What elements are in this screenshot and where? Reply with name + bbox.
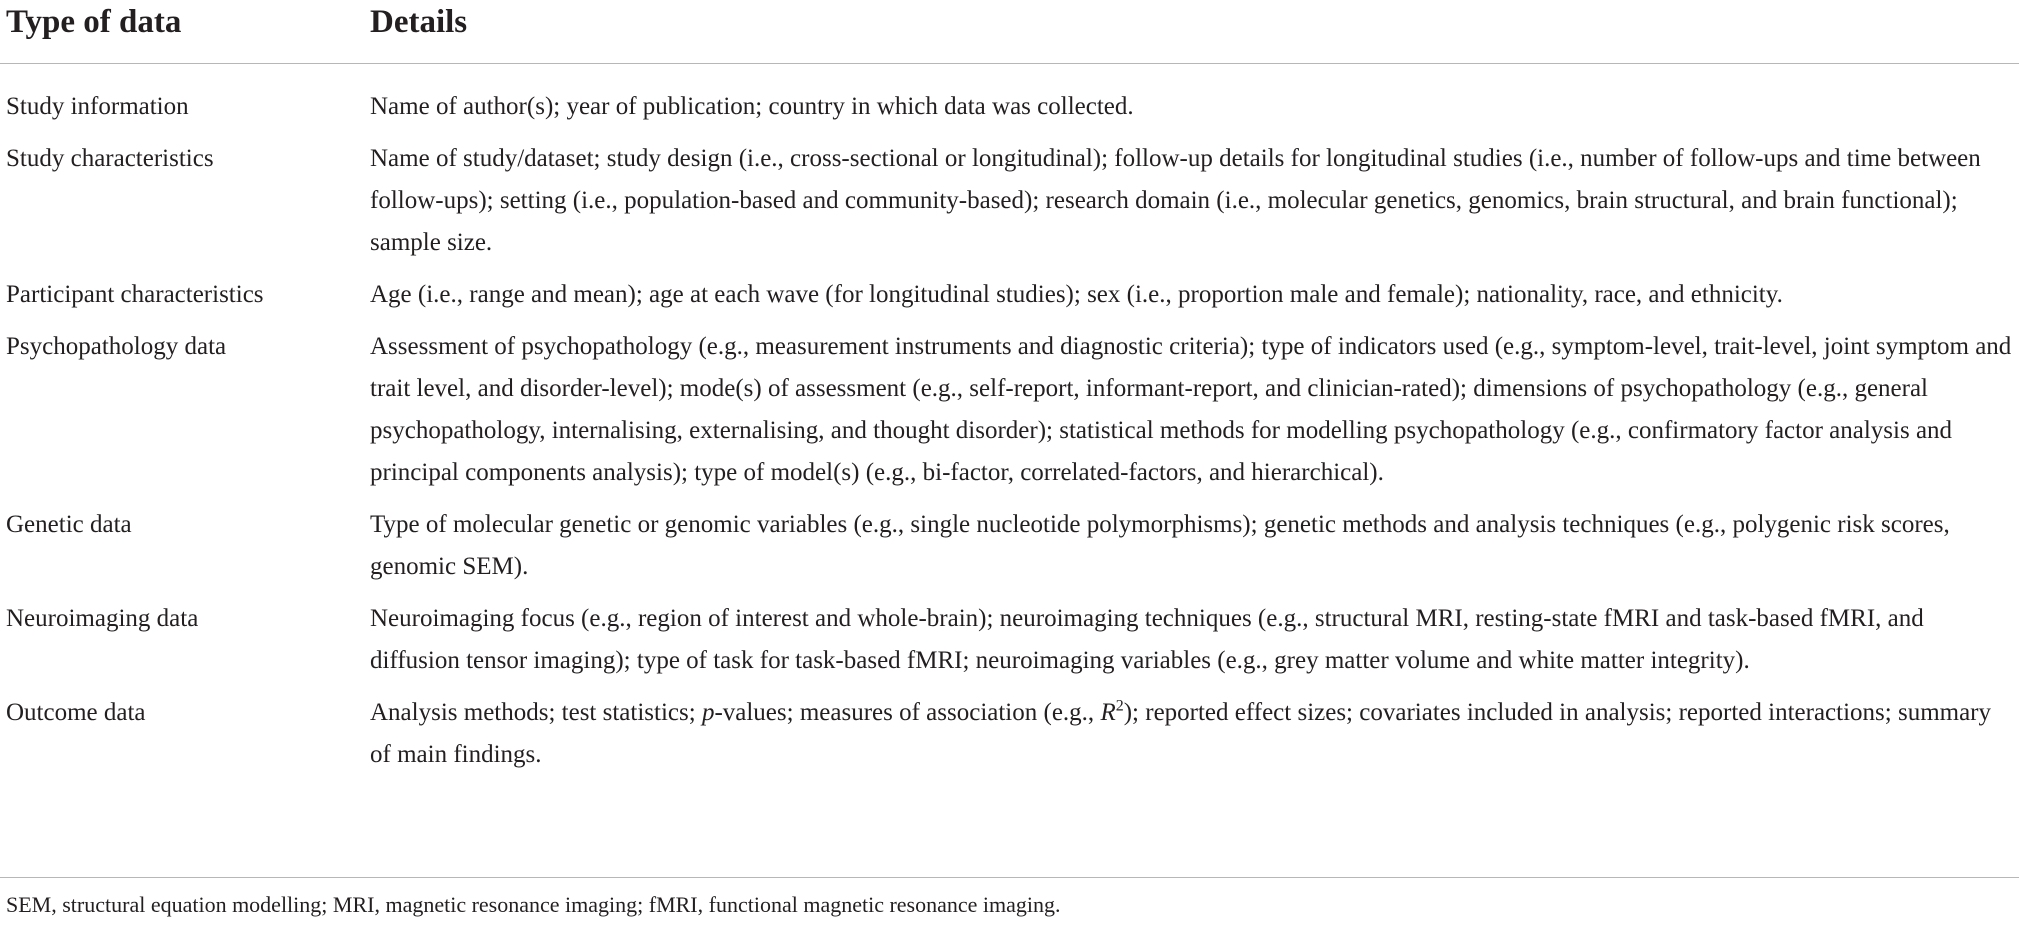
outcome-text-c: ); reported effect sizes; covariates included in analysis; reported interactions; summary of main findings. xyxy=(370,699,1992,768)
row-type-cell: Study characteristics xyxy=(6,145,214,172)
data-extraction-table xyxy=(0,0,2019,63)
table-row xyxy=(0,86,2019,128)
row-details-cell: Neuroimaging focus (e.g., region of interest and whole-brain); neuroimaging techniques (e.g., structural MRI, resting-state fMRI and task-based fMRI, and diffusion tensor imaging); type of task for task-based fMRI; neuroimaging variables (e.g., grey matter volume and white matter integrity). xyxy=(370,605,1924,674)
table-row xyxy=(0,692,2019,776)
table-footnote: SEM, structural equation modelling; MRI, magnetic resonance imaging; fMRI, functional magnetic resonance imaging. xyxy=(6,892,1061,917)
outcome-text-a: Analysis methods; test statistics; xyxy=(370,699,702,726)
table-row xyxy=(0,326,2019,494)
outcome-text-r: R xyxy=(1100,699,1116,726)
header-type-of-data: Type of data xyxy=(6,4,182,40)
outcome-text-sup: 2 xyxy=(1115,697,1124,715)
row-type-cell: Outcome data xyxy=(6,699,146,726)
row-details-cell: Age (i.e., range and mean); age at each wave (for longitudinal studies); sex (i.e., proportion male and female); nationality, race, and ethnicity. xyxy=(370,281,1783,308)
row-type-cell: Participant characteristics xyxy=(6,281,264,308)
row-details-cell xyxy=(370,692,2019,776)
footer-divider xyxy=(0,877,2019,878)
table-header-row xyxy=(0,0,2019,63)
row-details-cell: Type of molecular genetic or genomic variables (e.g., single nucleotide polymorphisms); genetic methods and analysis techniques (e.g., polygenic risk scores, genomic SEM). xyxy=(370,511,1950,580)
row-details-cell: Assessment of psychopathology (e.g., measurement instruments and diagnostic criteria); type of indicators used (e.g., symptom-level, trait-level, joint symptom and trait level, and disorder-level); mode(s) of assessment (e.g., self-report, informant-report, and clinician-rated); dimensions of psychopathology (e.g., general psychopathology, internalising, externalising, and thought disorder); statistical methods for modelling psychopathology (e.g., confirmatory factor analysis and principal components analysis); type of model(s) (e.g., bi-factor, correlated-factors, and hierarchical). xyxy=(370,333,2012,486)
table-body xyxy=(0,86,2019,786)
row-type-cell: Genetic data xyxy=(6,511,132,538)
table-row xyxy=(0,504,2019,588)
outcome-text-p: p xyxy=(701,699,715,726)
table-row xyxy=(0,138,2019,264)
table-row xyxy=(0,274,2019,316)
row-type-cell: Psychopathology data xyxy=(6,333,227,360)
row-type-cell: Study information xyxy=(6,93,189,120)
row-type-cell: Neuroimaging data xyxy=(6,605,199,632)
row-details-cell: Name of author(s); year of publication; country in which data was collected. xyxy=(370,93,1134,120)
outcome-text-b: -values; measures of association (e.g., xyxy=(714,699,1101,726)
table-row xyxy=(0,598,2019,682)
header-divider xyxy=(0,63,2019,64)
row-details-cell: Name of study/dataset; study design (i.e., cross-sectional or longitudinal); follow-up details for longitudinal studies (i.e., number of follow-ups and time between follow-ups); setting (i.e., population-based and community-based); research domain (i.e., molecular genetics, genomics, brain structural, and brain functional); sample size. xyxy=(370,145,1981,256)
header-details: Details xyxy=(370,4,468,40)
